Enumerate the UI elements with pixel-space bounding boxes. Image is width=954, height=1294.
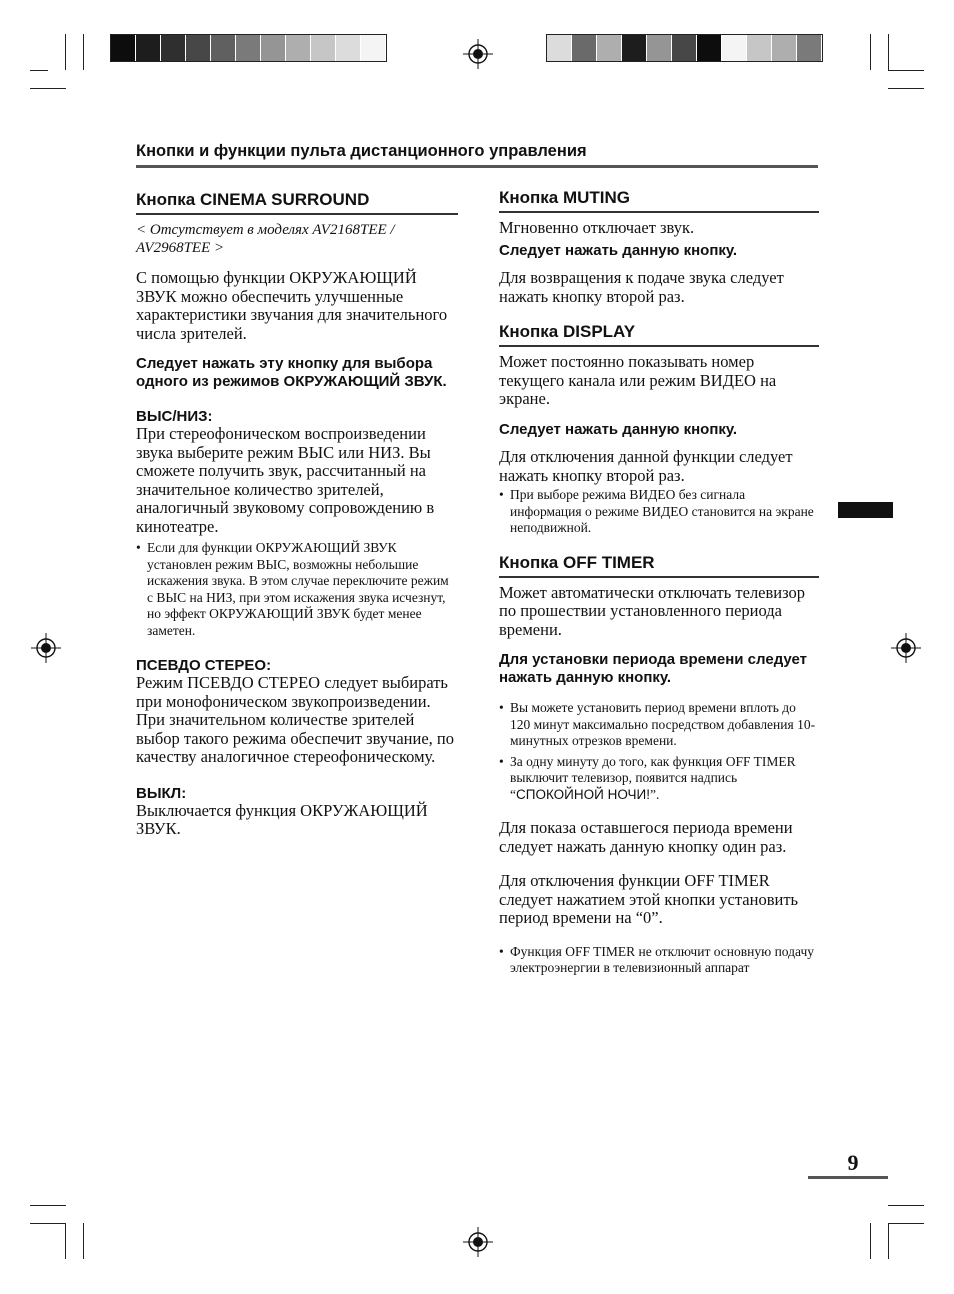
color-bar-left-swatch [236,35,261,61]
color-bar-right-swatch [597,35,622,61]
color-bar-left-swatch [261,35,286,61]
color-bar-left-swatch [136,35,161,61]
off-timer-section [499,553,819,977]
cinema-surround-section [136,190,458,851]
off-timer-message: СПОКОЙНОЙ НОЧИ! [516,786,650,802]
muting-instruction: Следует нажать данную кнопку. [499,241,738,259]
cinema-surround-intro: С помощью функции ОКРУЖАЮЩИЙ ЗВУК можно обеспечить улучшенные характеристики звучания для значительного числа зрителей. [136,268,448,343]
display-instruction: Следует нажать данную кнопку. [499,420,738,438]
color-bar-right-swatch [772,35,797,61]
color-bar-left-swatch [211,35,236,61]
color-bar-right-swatch [672,35,697,61]
color-bar-right-swatch [722,35,747,61]
color-bar-right-swatch [697,35,722,61]
page-header-title: Кнопки и функции пульта дистанционного управления [136,142,587,160]
display-note: • При выборе режима ВИДЕО без сигнала информация о режиме ВИДЕО становится на экране неподвижной. [499,487,819,537]
muting-title: Кнопка MUTING [499,188,819,213]
color-bar-left-swatch [286,35,311,61]
registration-mark-right-icon [891,633,921,663]
off-timer-note-2 [499,754,819,804]
high-low-note: • Если для функции ОКРУЖАЮЩИЙ ЗВУК установлен режим ВЫС, возможны небольшие искажения звука. В этом случае переключите режим с ВЫС на НИЗ, при этом искажения звука исчезнут, но эффект ОКРУЖАЮЩИЙ ЗВУК будет менее заметен. [136,540,458,639]
off-timer-note-3: • Функция OFF TIMER не отключит основную подачу электроэнергии в телевизионный аппарат [499,944,819,977]
color-bar-left-swatch [161,35,186,61]
color-bar-right-swatch [797,35,822,61]
muting-restore: Для возвращения к подаче звука следует нажать кнопку второй раз. [499,268,784,306]
off-timer-remaining: Для показа оставшегося периода времени следует нажать данную кнопку один раз. [499,818,793,856]
off-timer-note-2-suffix: ”. [649,786,660,802]
page-number-rule [808,1176,888,1179]
registration-mark-top-icon [463,39,493,69]
color-bar-right [546,34,823,62]
color-bar-right-swatch [747,35,772,61]
cinema-surround-instruction: Следует нажать эту кнопку для выбора одного из режимов ОКРУЖАЮЩИЙ ЗВУК. [136,355,447,390]
color-bar-right-swatch [647,35,672,61]
color-bar-left [110,34,387,62]
display-off: Для отключения данной функции следует нажать кнопку второй раз. [499,447,793,485]
color-bar-right-swatch [572,35,597,61]
off-timer-cancel: Для отключения функции OFF TIMER следует нажатием этой кнопки установить период времени на “0”. [499,871,799,927]
pseudo-stereo-text: Режим ПСЕВДО СТЕРЕО следует выбирать при монофоническом звукопроизведении. При значительном количестве зрителей выбор такого режима обеспечит звучание, по качеству аналогичное стереофоническому. [136,673,454,766]
registration-mark-left-icon [31,633,61,663]
color-bar-left-swatch [186,35,211,61]
off-text: Выключается функция ОКРУЖАЮЩИЙ ЗВУК. [136,800,428,838]
section-tab-marker [838,502,893,518]
pseudo-stereo-heading: ПСЕВДО СТЕРЕО: [136,657,272,674]
off-timer-instruction: Для установки периода времени следует нажать данную кнопку. [499,651,808,686]
off-heading: ВЫКЛ: [136,784,187,802]
color-bar-left-swatch [111,35,136,61]
cinema-surround-title: Кнопка CINEMA SURROUND [136,190,458,215]
color-bar-right-swatch [547,35,572,61]
off-timer-title: Кнопка OFF TIMER [499,553,819,578]
registration-mark-bottom-icon [463,1227,493,1257]
right-column [499,188,819,981]
display-section [499,322,819,537]
high-low-heading: ВЫС/НИЗ: [136,408,213,425]
off-timer-note-1: • Вы можете установить период времени вплоть до 120 минут максимально посредством добавления 10-минутных отрезков времени. [499,700,819,750]
model-note: < Отсутствует в моделях AV2168TEE / AV2968TEE > [136,222,395,256]
color-bar-left-swatch [361,35,386,61]
muting-text: Мгновенно отключает звук. [499,218,695,237]
page-number: 9 [847,1150,859,1175]
high-low-text: При стереофоническом воспроизведении звука выберите режим ВЫС или НИЗ. Вы сможете получить звук, рассчитанный на значительное количество зрителей, аналогичный звуковому сопровождению в кинотеатре. [136,424,435,536]
display-title: Кнопка DISPLAY [499,322,819,347]
display-text: Может постоянно показывать номер текущего канала или режим ВИДЕО на экране. [499,352,777,408]
off-timer-text: Может автоматически отключать телевизор по прошествии установленного периода времени. [499,582,806,639]
color-bar-left-swatch [336,35,361,61]
color-bar-right-swatch [622,35,647,61]
off-timer-note-2-prefix: За одну минуту до того, как функция OFF TIMER выключит телевизор, появится надпись “ [510,753,796,802]
color-bar-left-swatch [311,35,336,61]
header-divider [136,165,818,168]
muting-section [499,188,819,306]
